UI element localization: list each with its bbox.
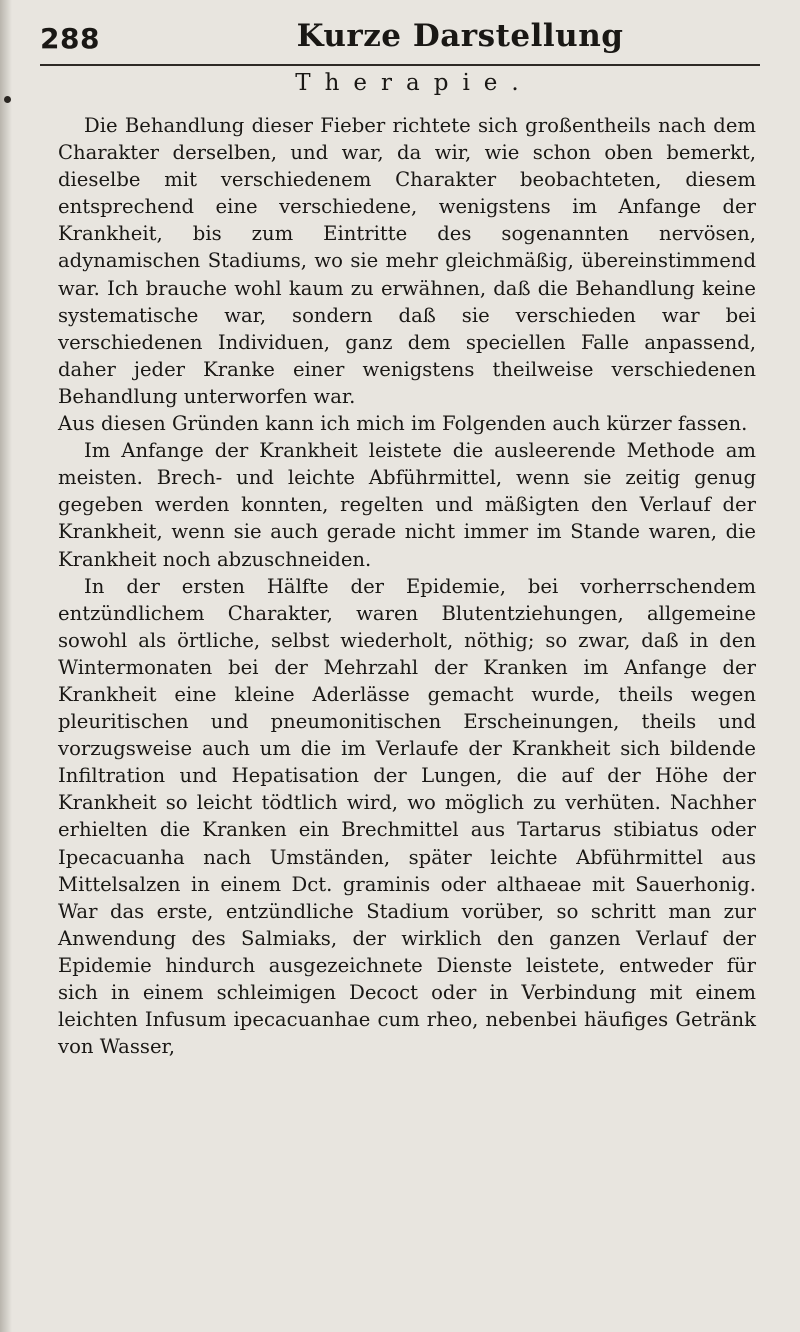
body-text (58, 112, 756, 1060)
binding-shadow (0, 0, 12, 1332)
running-title: Kurze Darstellung (296, 18, 624, 54)
paragraph: Die Behandlung dieser Fieber richtete sich großentheils nach dem Charakter derselben, und war, da wir, wie schon oben bemerkt, dieselbe mit verschiedenem Charakter beobachteten, diesem entsprechend eine verschiedene, wenigstens im Anfange der Krankheit, bis zum Eintritte des sogenannten nervösen, adynamischen Stadiums, wo sie mehr gleichmäßig, übereinstimmend war. Ich brauche wohl kaum zu erwähnen, daß die Behandlung keine systematische war, sondern daß sie verschieden war bei verschiedenen Individuen, ganz dem speciellen Falle anpassend, daher jeder Kranke einer wenigstens theilweise verschiedenen Behandlung unterworfen war. (58, 114, 756, 408)
paragraph: Im Anfange der Krankheit leistete die ausleerende Methode am meisten. Brech- und leichte Abführmittel, wenn sie zeitig genug gegeben werden konnten, regelten und mäßigten den Verlauf der Krankheit, wenn sie auch gerade nicht immer im Stande waren, die Krankheit noch abzuschneiden. (58, 439, 756, 571)
section-heading: Therapie. (295, 70, 533, 96)
paragraph: In der ersten Hälfte der Epidemie, bei vorherrschendem entzündlichem Charakter, waren Blutentziehungen, allgemeine sowohl als örtliche, selbst wiederholt, nöthig; so zwar, daß in den Wintermonaten bei der Mehrzahl der Kranken im Anfange der Krankheit eine kleine Aderlässe gemacht wurde, theils wegen pleuritischen und pneumonitischen Erscheinungen, theils und vorzugsweise auch um die im Verlaufe der Krankheit sich bildende Infiltration und Hepatisation der Lungen, die auf der Höhe der Krankheit so leicht tödtlich wird, wo möglich zu verhüten. Nachher erhielten die Kranken ein Brechmittel aus Tartarus stibiatus oder Ipecacuanha nach Umständen, später leichte Abführmittel aus Mittelsalzen in einem Dct. graminis oder althaeae mit Sauerhonig. War das erste, entzündliche Stadium vorüber, so schritt man zur Anwendung des Salmiaks, der wirklich den ganzen Verlauf der Epidemie hindurch ausgezeichnete Dienste leistete, entweder für sich in einem schleimigen Decoct oder in Verbindung mit einem leichten Infusum ipecacuanhae cum rheo, nebenbei häufiges Getränk von Wasser, (58, 574, 756, 1059)
header-rule (40, 64, 760, 66)
paragraph: Aus diesen Gründen kann ich mich im Folgenden auch kürzer fassen. (58, 412, 748, 436)
margin-mark (4, 96, 11, 103)
page-number: 288 (40, 22, 100, 55)
running-head (40, 18, 760, 62)
